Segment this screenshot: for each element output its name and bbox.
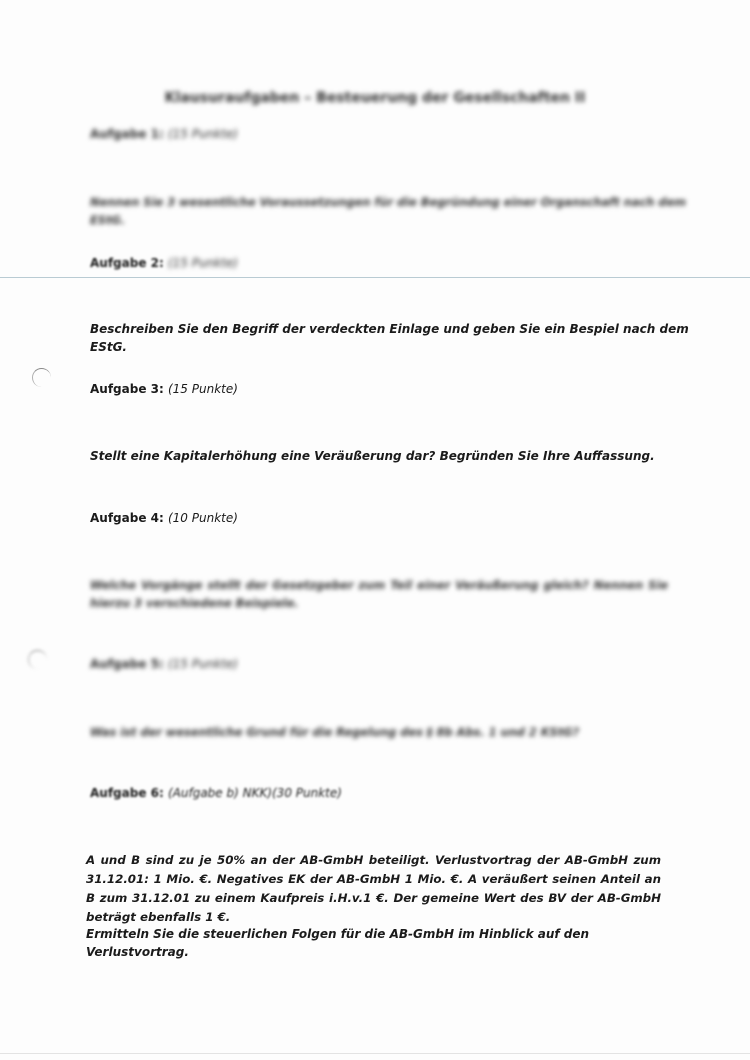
- document-title: Klausuraufgaben – Besteuerung der Gesellschaften II: [164, 90, 586, 106]
- task-3-heading: [90, 382, 238, 396]
- task-2-question: Beschreiben Sie den Begriff der verdeckten Einlage und geben Sie ein Bespiel nach dem EStG.: [90, 322, 689, 354]
- task-1-label: Aufgabe 1:: [90, 127, 164, 141]
- task-1-points: (15 Punkte): [167, 127, 238, 141]
- task-5-points: (15 Punkte): [167, 657, 238, 671]
- task-4-heading: [90, 511, 238, 525]
- task-2-heading: [90, 256, 238, 270]
- task-1-heading: [90, 127, 238, 141]
- task-4-question: Welche Vorgänge stellt der Gesetzgeber zum Teil einer Veräußerung gleich? Nennen Sie hierzu 3 verschiedene Beispiele.: [90, 578, 668, 610]
- scan-bottom-edge: [0, 1053, 750, 1054]
- punch-hole-mark: [28, 650, 47, 669]
- task-4-label: Aufgabe 4:: [90, 511, 164, 525]
- task-6-question: A und B sind zu je 50% an der AB-GmbH beteiligt. Verlustvortrag der AB-GmbH zum 31.12.01: 1 Mio. €. Negatives EK der AB-GmbH 1 Mio. €. A veräußert seinen Anteil an B zum 31.12.01 zu einem Kaufpreis i.H.v.1 €. Der gemeine Wert des BV der AB-GmbH beträgt ebenfalls 1 €.: [86, 853, 661, 924]
- task-6-points: (Aufgabe b) NKK)(30 Punkte): [167, 786, 342, 800]
- task-2-points: (15 Punkte): [167, 256, 238, 270]
- task-4-points: (10 Punkte): [167, 511, 238, 525]
- task-2-label: Aufgabe 2:: [90, 256, 164, 270]
- task-6-label: Aufgabe 6:: [90, 786, 164, 800]
- task-5-heading: [90, 657, 238, 671]
- task-6-heading: [90, 786, 342, 800]
- task-3-question: Stellt eine Kapitalerhöhung eine Veräußerung dar? Begründen Sie Ihre Auffassung.: [90, 449, 655, 463]
- task-1-question: Nennen Sie 3 wesentliche Voraussetzungen für die Begründung einer Organschaft nach dem EStG.: [90, 195, 687, 227]
- task-5-label: Aufgabe 5:: [90, 657, 164, 671]
- task-3-points: (15 Punkte): [167, 382, 238, 396]
- task-3-label: Aufgabe 3:: [90, 382, 164, 396]
- task-5-question: Was ist der wesentliche Grund für die Regelung des § 8b Abs. 1 und 2 KStG?: [90, 725, 580, 739]
- task-6-instruction: Ermitteln Sie die steuerlichen Folgen für die AB-GmbH im Hinblick auf den Verlustvortrag.: [86, 927, 590, 959]
- punch-hole-mark: [32, 368, 51, 387]
- scan-fold-line: [0, 277, 750, 278]
